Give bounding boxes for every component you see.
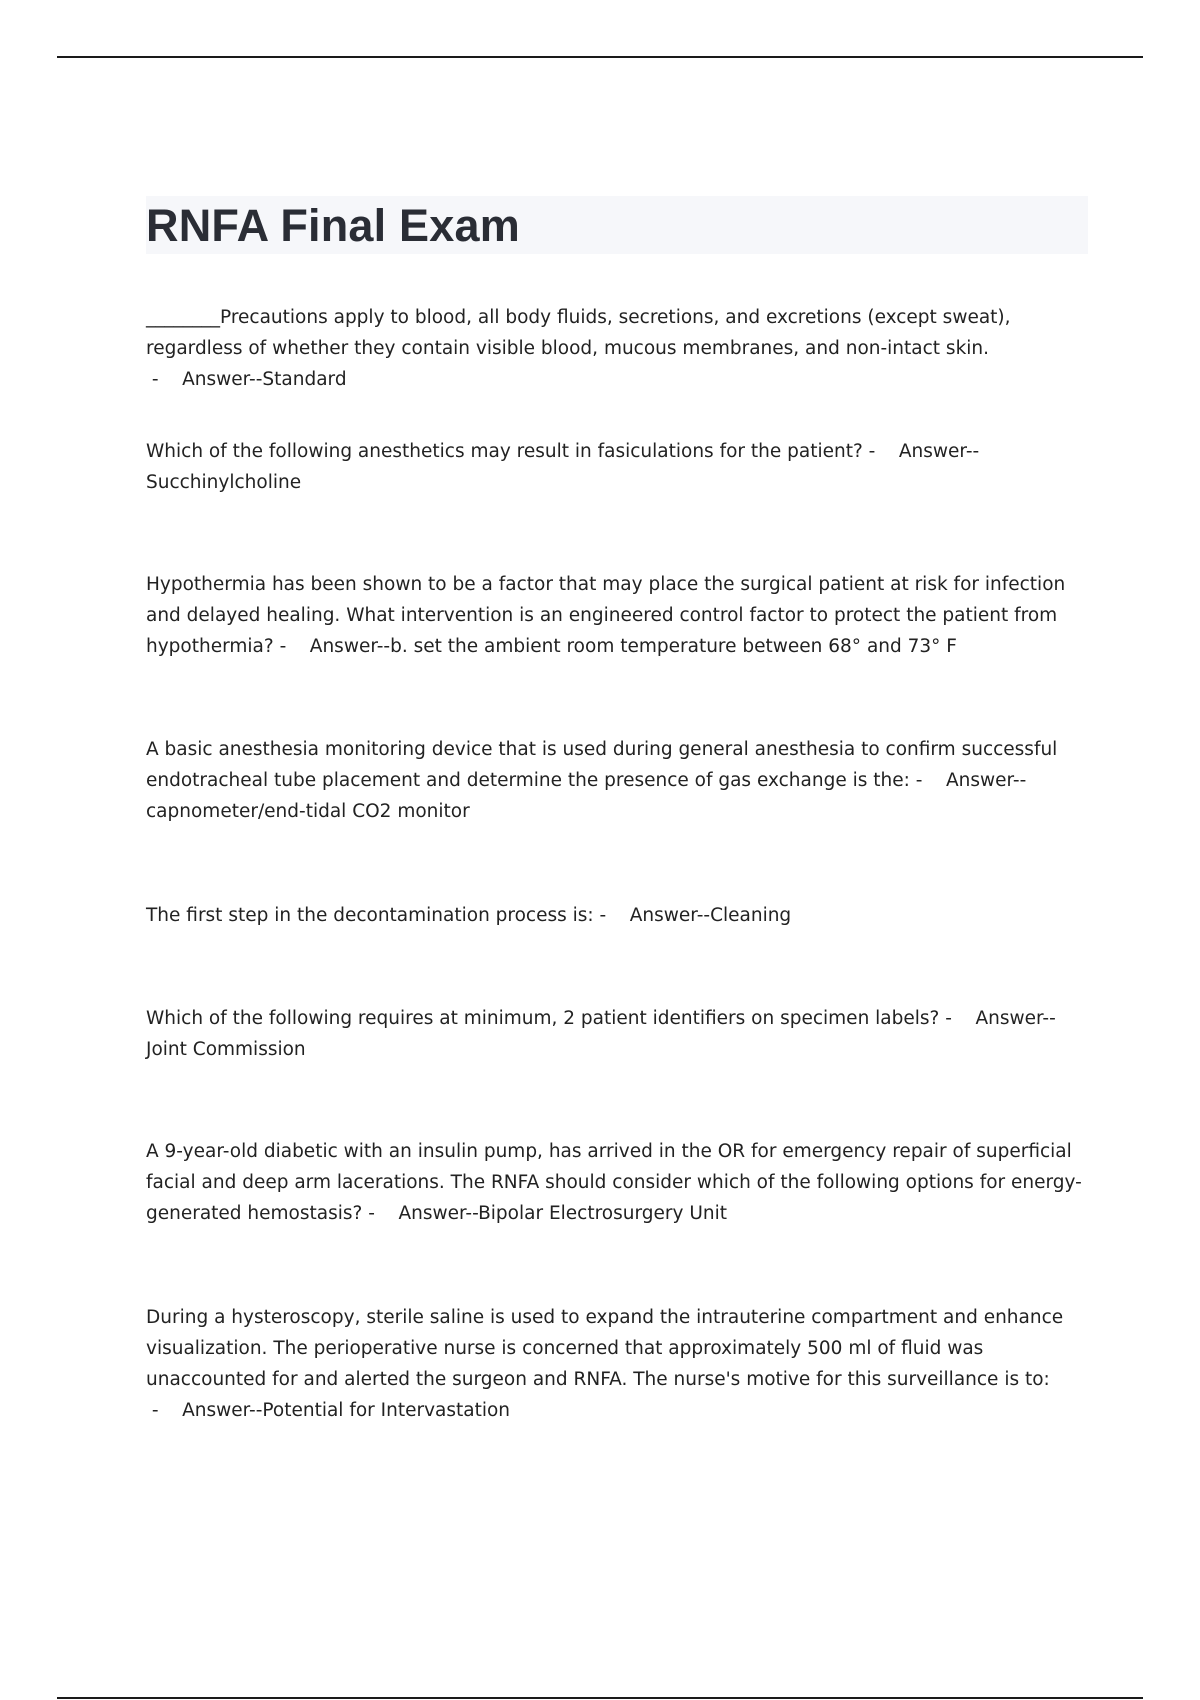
separator: -: [362, 1203, 399, 1224]
question-text: During a hysteroscopy, sterile saline is used to expand the intrauterine compartment and enhance visualization. The perioperative nurse is concerned that approximately 500 ml of fluid was unaccounted for and alerted the surgeon and RNFA. The nurse's motive for this surveillance is to:: [146, 1307, 1064, 1390]
bottom-rule: [57, 1697, 1143, 1699]
question-text: Which of the following requires at minimum, 2 patient identifiers on specimen labels?: [146, 1008, 940, 1029]
answer-text: Answer--Succhinylcholine: [146, 441, 980, 493]
question-text: Hypothermia has been shown to be a factor that may place the surgical patient at risk for infection and delayed healing. What intervention is an engineered control factor to protect the patient from hypothermia?: [146, 574, 1066, 657]
qa-item-3: [146, 569, 1096, 662]
separator: -: [273, 636, 310, 657]
qa-item-2: [146, 436, 1096, 498]
answer-text: Answer--capnometer/end-tidal CO2 monitor: [146, 770, 1027, 822]
document-title: RNFA Final Exam: [146, 200, 520, 251]
question-text: The first step in the decontamination process is:: [146, 905, 594, 926]
top-rule: [57, 56, 1143, 58]
qa-item-5: [146, 900, 1096, 931]
question-text: A 9-year-old diabetic with an insulin pump, has arrived in the OR for emergency repair of superficial facial and deep arm lacerations. The RNFA should consider which of the following options for energy-generated hemostasis?: [146, 1141, 1082, 1224]
question-text: ________Precautions apply to blood, all body fluids, secretions, and excretions (except sweat), regardless of whether they contain visible blood, mucous membranes, and non-intact skin.: [146, 307, 1011, 359]
qa-item-1: [146, 302, 1096, 395]
question-text: Which of the following anesthetics may result in fasiculations for the patient?: [146, 441, 863, 462]
separator: -: [146, 369, 183, 390]
answer-text: Answer--Standard: [182, 369, 347, 390]
separator: -: [593, 905, 630, 926]
answer-text: Answer--Joint Commission: [146, 1008, 1056, 1060]
answer-text: Answer--Potential for Intervastation: [182, 1400, 511, 1421]
answer-text: Answer--Bipolar Electrosurgery Unit: [398, 1203, 727, 1224]
separator: -: [909, 770, 946, 791]
qa-item-6: [146, 1003, 1096, 1065]
separator: -: [862, 441, 899, 462]
answer-text: Answer--b. set the ambient room temperature between 68° and 73° F: [309, 636, 957, 657]
question-text: A basic anesthesia monitoring device that is used during general anesthesia to confirm successful endotracheal tube placement and determine the presence of gas exchange is the:: [146, 739, 1058, 791]
qa-item-8: [146, 1302, 1096, 1426]
separator: -: [146, 1400, 183, 1421]
qa-item-4: [146, 734, 1096, 827]
qa-item-7: [146, 1136, 1096, 1229]
separator: -: [939, 1008, 976, 1029]
answer-text: Answer--Cleaning: [629, 905, 792, 926]
